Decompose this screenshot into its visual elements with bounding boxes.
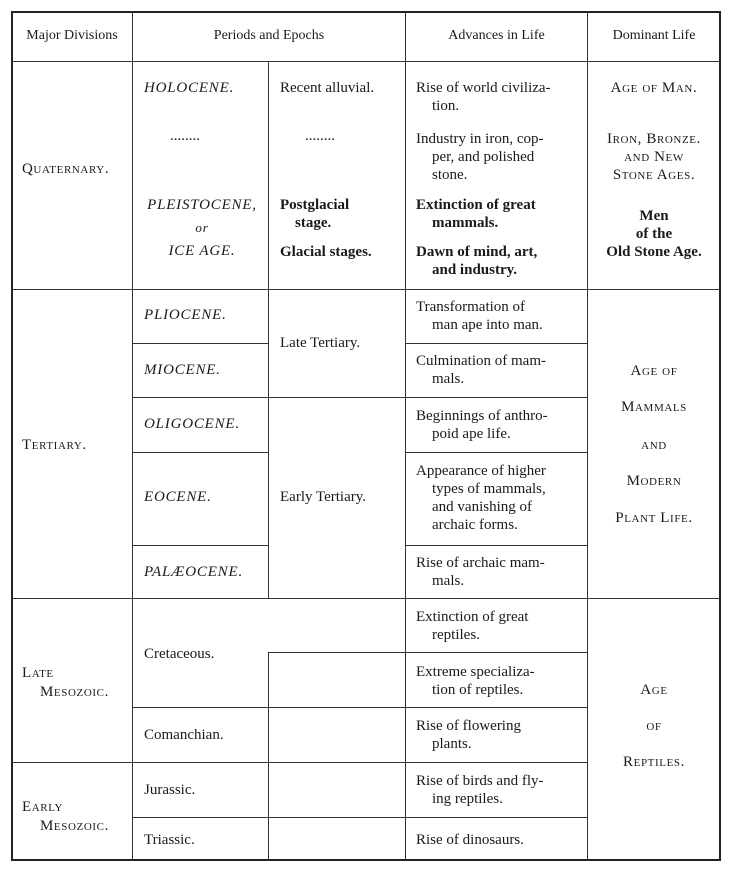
stage-postglacial-line1: Postglacial [280, 197, 350, 213]
advance-world-civilization-line2: tion. [432, 98, 460, 114]
epoch-triassic: Triassic. [144, 832, 195, 848]
division-late-mesozoic-line2: Mesozoic. [40, 684, 109, 700]
epoch-oligocene: OLIGOCENE. [144, 416, 240, 432]
advance-anthropoid-line1: Beginnings of anthro- [416, 408, 548, 424]
advance-iron-line3: stone. [432, 167, 468, 183]
dominant-reptiles-line3: Reptiles. [623, 754, 685, 770]
dominant-mammals-line4: Modern [626, 473, 682, 489]
advance-flowering-line2: plants. [432, 736, 472, 752]
epoch-ice-age: ICE AGE. [168, 243, 236, 259]
row-rule [133, 545, 269, 546]
row-rule [406, 452, 587, 453]
advance-transformation-line1: Transformation of [416, 299, 526, 315]
division-quaternary: Quaternary. [22, 161, 110, 177]
dominant-age-of-man: Age of Man. [610, 80, 698, 96]
advance-birds-line1: Rise of birds and fly- [416, 773, 544, 789]
row-rule [133, 707, 587, 708]
stage-early-tertiary: Early Tertiary. [280, 489, 366, 505]
dominant-reptiles-line1: Age [640, 682, 668, 698]
dominant-iron-bronze-line2: and New [624, 149, 684, 165]
header-periods-epochs: Periods and Epochs [213, 28, 325, 43]
epoch-palaeocene: PALÆOCENE. [144, 564, 243, 580]
row-rule [406, 545, 587, 546]
advance-dawn-of-mind-line1: Dawn of mind, art, [416, 244, 538, 260]
row-rule [133, 817, 587, 818]
row-rule [133, 452, 269, 453]
division-rule [12, 762, 588, 763]
advance-higher-mammals-line4: archaic forms. [432, 517, 518, 533]
advance-extinction-reptiles-line1: Extinction of great [416, 609, 529, 625]
division-early-mesozoic-line2: Mesozoic. [40, 818, 109, 834]
division-early-mesozoic-line1: Early [22, 799, 64, 815]
epoch-comanchian: Comanchian. [144, 727, 224, 743]
dominant-mammals-line1: Age of [630, 363, 678, 379]
advance-higher-mammals-line1: Appearance of higher [416, 463, 546, 479]
division-late-mesozoic-line1: Late [22, 665, 54, 681]
epoch-cretaceous: Cretaceous. [144, 646, 215, 662]
epoch-pliocene: PLIOCENE. [144, 307, 227, 323]
dominant-iron-bronze-line1: Iron, Bronze. [607, 131, 701, 147]
row-rule [269, 652, 587, 653]
dominant-old-stone-age-line3: Old Stone Age. [606, 244, 702, 260]
dominant-mammals-line5: Plant Life. [615, 510, 693, 526]
stage-postglacial-line2: stage. [295, 215, 332, 231]
division-rule [12, 598, 720, 599]
column-rule [268, 62, 269, 598]
advance-archaic-mammals-line1: Rise of archaic mam- [416, 555, 545, 571]
advance-dinosaurs: Rise of dinosaurs. [416, 832, 524, 848]
advance-specialization-line1: Extreme specializa- [416, 664, 535, 680]
epoch-holocene: HOLOCENE. [144, 80, 235, 96]
advance-extinction-mammals-line1: Extinction of great [416, 197, 536, 213]
advance-dawn-of-mind-line2: and industry. [432, 262, 518, 278]
epoch-jurassic: Jurassic. [144, 782, 196, 798]
advance-iron-line2: per, and polished [432, 149, 535, 165]
advance-archaic-mammals-line2: mals. [432, 573, 465, 589]
stage-recent-alluvial: Recent alluvial. [280, 80, 375, 96]
advance-specialization-line2: tion of reptiles. [432, 682, 524, 698]
division-rule [12, 289, 720, 290]
advance-transformation-line2: man ape into man. [432, 317, 543, 333]
dominant-mammals-line3: and [641, 437, 667, 453]
advance-iron-line1: Industry in iron, cop- [416, 131, 544, 147]
epoch-eocene: EOCENE. [144, 489, 212, 505]
advance-extinction-reptiles-line2: reptiles. [432, 627, 480, 643]
advance-culmination-line1: Culmination of mam- [416, 353, 546, 369]
advance-higher-mammals-line2: types of mammals, [432, 481, 546, 497]
row-rule [406, 343, 587, 344]
column-rule [405, 12, 406, 860]
dominant-mammals-line2: Mammals [621, 399, 687, 415]
dominant-old-stone-age-line1: Men [639, 208, 669, 224]
header-major-divisions: Major Divisions [26, 28, 118, 43]
advance-extinction-mammals-line2: mammals. [432, 215, 499, 231]
epoch-pleistocene-line2: or [195, 220, 209, 235]
advance-anthropoid-line2: poid ape life. [432, 426, 511, 442]
column-rule [132, 12, 133, 860]
epoch-miocene: MIOCENE. [144, 362, 221, 378]
column-rule [268, 652, 269, 860]
dominant-old-stone-age-line2: of the [635, 226, 673, 242]
advance-culmination-line2: mals. [432, 371, 465, 387]
dominant-iron-bronze-line3: Stone Ages. [612, 167, 696, 183]
row-rule [133, 343, 269, 344]
epoch-pleistocene-line1: PLEISTOCENE, [147, 197, 257, 213]
header-rule [12, 61, 720, 62]
advance-higher-mammals-line3: and vanishing of [432, 499, 532, 515]
advance-world-civilization-line1: Rise of world civiliza- [416, 80, 551, 96]
dominant-reptiles-line2: of [646, 718, 662, 734]
header-dominant-life: Dominant Life [612, 28, 696, 43]
stage-late-tertiary: Late Tertiary. [280, 335, 361, 351]
epoch-dots: ........ [170, 128, 200, 144]
advance-birds-line2: ing reptiles. [432, 791, 503, 807]
row-rule [133, 397, 587, 398]
stage-dots: ........ [305, 128, 335, 144]
advance-flowering-line1: Rise of flowering [416, 718, 521, 734]
division-tertiary: Tertiary. [22, 437, 87, 453]
header-advances-in-life: Advances in Life [448, 28, 545, 43]
stage-glacial: Glacial stages. [280, 244, 372, 260]
